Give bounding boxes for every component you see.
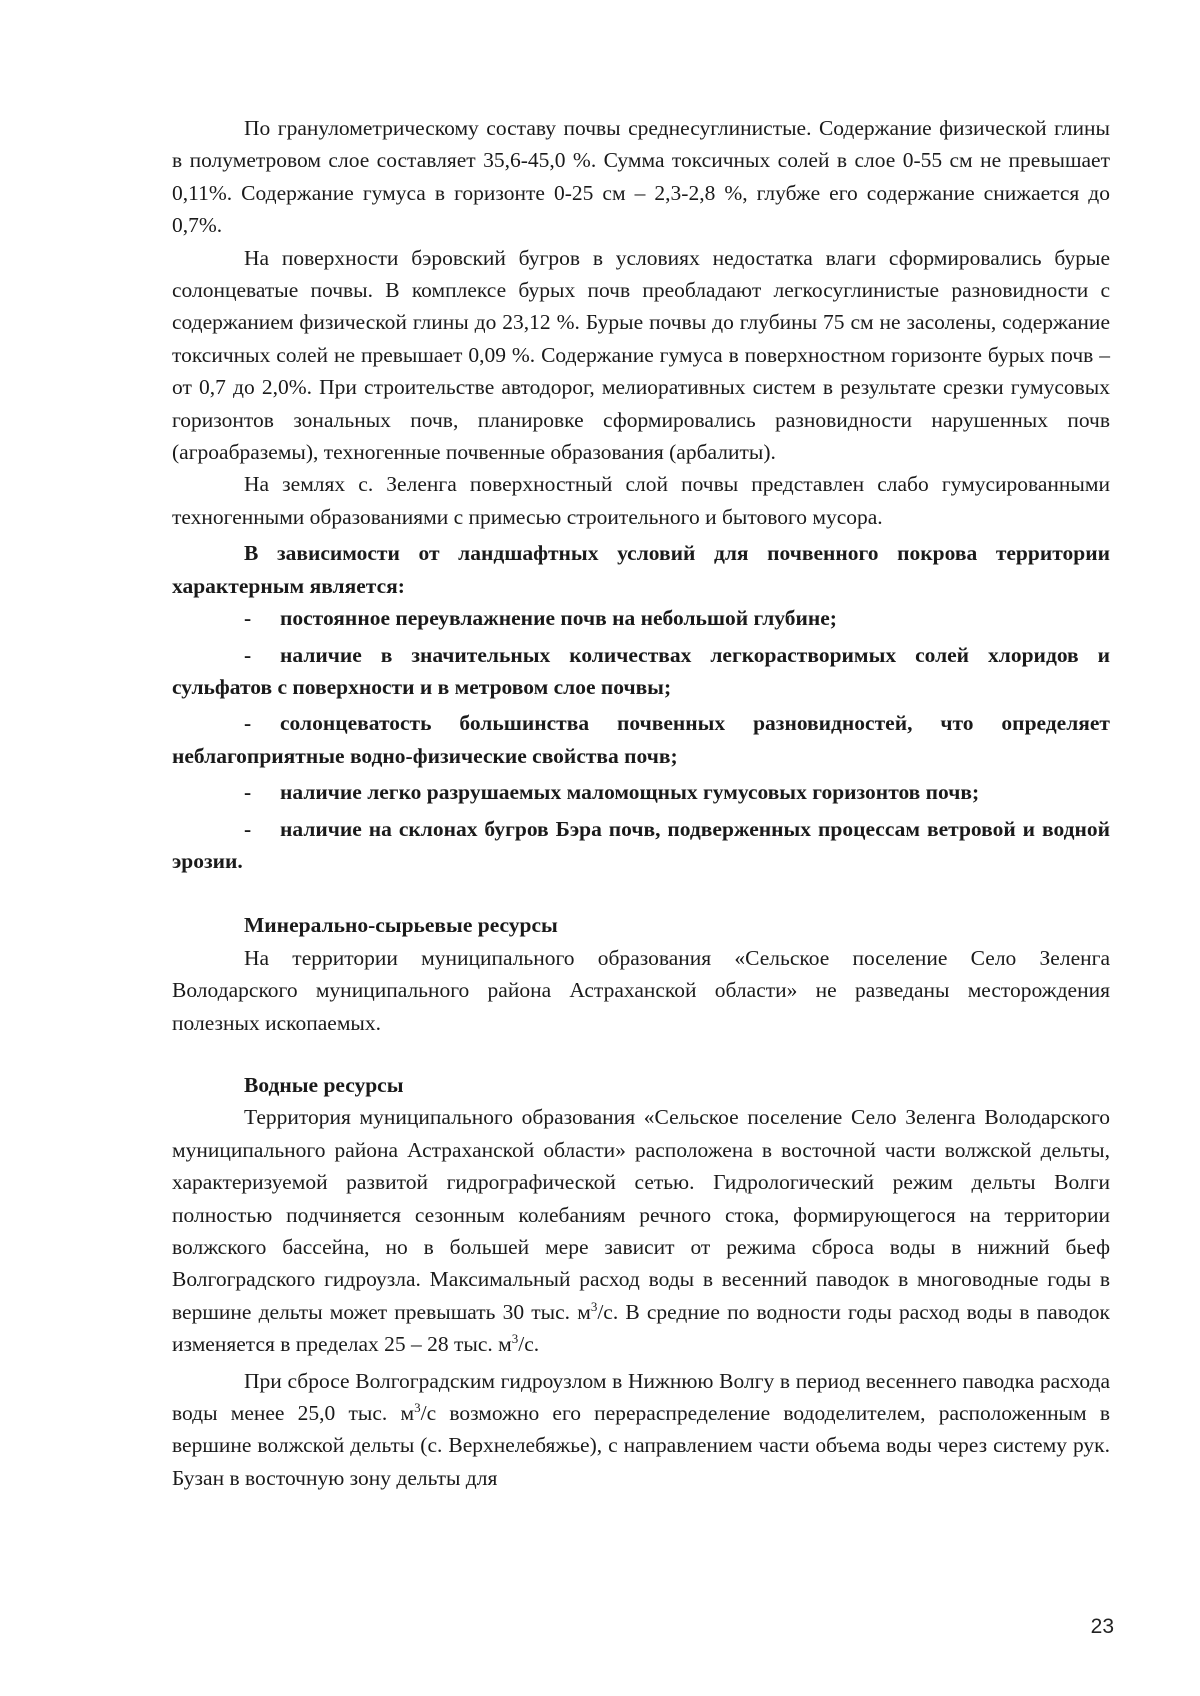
text-fragment: /с. [518,1332,540,1357]
text-fragment: При сбросе Волгоградским гидроузлом в Нижнюю Волгу в период весеннего паводка расхода воды менее 25,0 тыс. м [172,1368,1110,1426]
dash-marker: - [244,816,252,841]
dash-marker: - [244,606,252,631]
page-number: 23 [1090,1615,1114,1638]
document-page [172,112,1110,1494]
dash-marker: - [244,642,252,667]
superscript: 3 [414,1400,421,1416]
paragraph-zelenga-lands: На землях с. Зеленга поверхностный слой почвы представлен слабо гумусированными техногенными образованиями с примесью строительного и бытового мусора. [172,472,1110,529]
paragraph-water-resources [172,1101,1110,1360]
paragraph-water-discharge [172,1365,1110,1495]
superscript: 3 [511,1331,519,1347]
bullet-text: наличие в значительных количествах легкорастворимых солей хлоридов и сульфатов с поверхности и в метровом слое почвы; [172,642,1110,699]
text-fragment: Территория муниципального образования «Сельское поселение Село Зеленга Володарского муниципального района Астраханской области» расположена в восточной части волжской дельты, характеризуемой развитой гидрографической сетью. Гидрологический режим дельты Волги полностью подчиняется сезонным колебаниям речного стока, формирующегося на территории волжского бассейна, но в большей мере зависит от режима сброса воды в нижний бьеф Волгоградского гидроузла. Максимальный расход воды в весенний паводок в многоводные годы в вершине дельты может превышать 30 тыс. м [172,1105,1110,1324]
dash-marker: - [244,711,252,736]
paragraph-brown-soils: На поверхности бэровский бугров в условиях недостатка влаги сформировались бурые солонцеватые почвы. В комплексе бурых почв преобладают легкосуглинистые разновидности с содержанием физической глины до 23,12 %. Бурые почвы до глубины 75 см не засолены, содержание токсичных солей не превышает 0,09 %. Содержание гумуса в поверхностном горизонте бурых почв – от 0,7 до 2,0%. При строительстве автодорог, мелиоративных систем в результате срезки гумусовых горизонтов зональных почв, планировке сформировались разновидности нарушенных почв (агроабраземы), техногенные почвенные образования (арбалиты). [172,245,1110,465]
text-fragment: /с. В средние по водности годы расход воды в паводок изменяется в пределах 25 – 28 тыс. м [172,1299,1110,1357]
superscript: 3 [590,1298,598,1314]
paragraph-mineral-resources: На территории муниципального образования «Сельское поселение Село Зеленга Володарского муниципального района Астраханской области» не разведаны месторождения полезных ископаемых. [172,945,1110,1035]
bullet-item [172,602,1110,634]
dash-marker: - [244,780,252,805]
bullet-item [172,776,1110,808]
text-fragment: /с возможно его перераспределение вододелителем, расположенным в вершине волжской дельты (с. Верхнелебяжье), с направлением части объема воды через систему рук. Бузан в восточную зону дельты для [172,1401,1110,1490]
bullet-item [172,707,1110,772]
bullet-text: наличие легко разрушаемых маломощных гумусовых горизонтов почв; [280,780,980,805]
bullet-item [172,813,1110,878]
heading-mineral-resources: Минерально-сырьевые ресурсы [244,913,558,938]
bullet-text: солонцеватость большинства почвенных разновидностей, что определяет неблагоприятные водно-физические свойства почв; [172,711,1110,768]
heading-water-resources: Водные ресурсы [244,1072,404,1097]
paragraph-soil-granulometry: По гранулометрическому составу почвы среднесуглинистые. Содержание физической глины в полуметровом слое составляет 35,6-45,0 %. Сумма токсичных солей в слое 0-55 см не превышает 0,11%. Содержание гумуса в горизонте 0-25 см – 2,3-2,8 %, глубже его содержание снижается до 0,7%. [172,116,1110,238]
paragraph-landscape-conditions: В зависимости от ландшафтных условий для почвенного покрова территории характерным является: [172,541,1110,598]
bullet-text: постоянное переувлажнение почв на небольшой глубине; [280,606,837,631]
bullet-item [172,639,1110,704]
bullet-text: наличие на склонах бугров Бэра почв, подверженных процессам ветровой и водной эрозии. [172,816,1110,873]
